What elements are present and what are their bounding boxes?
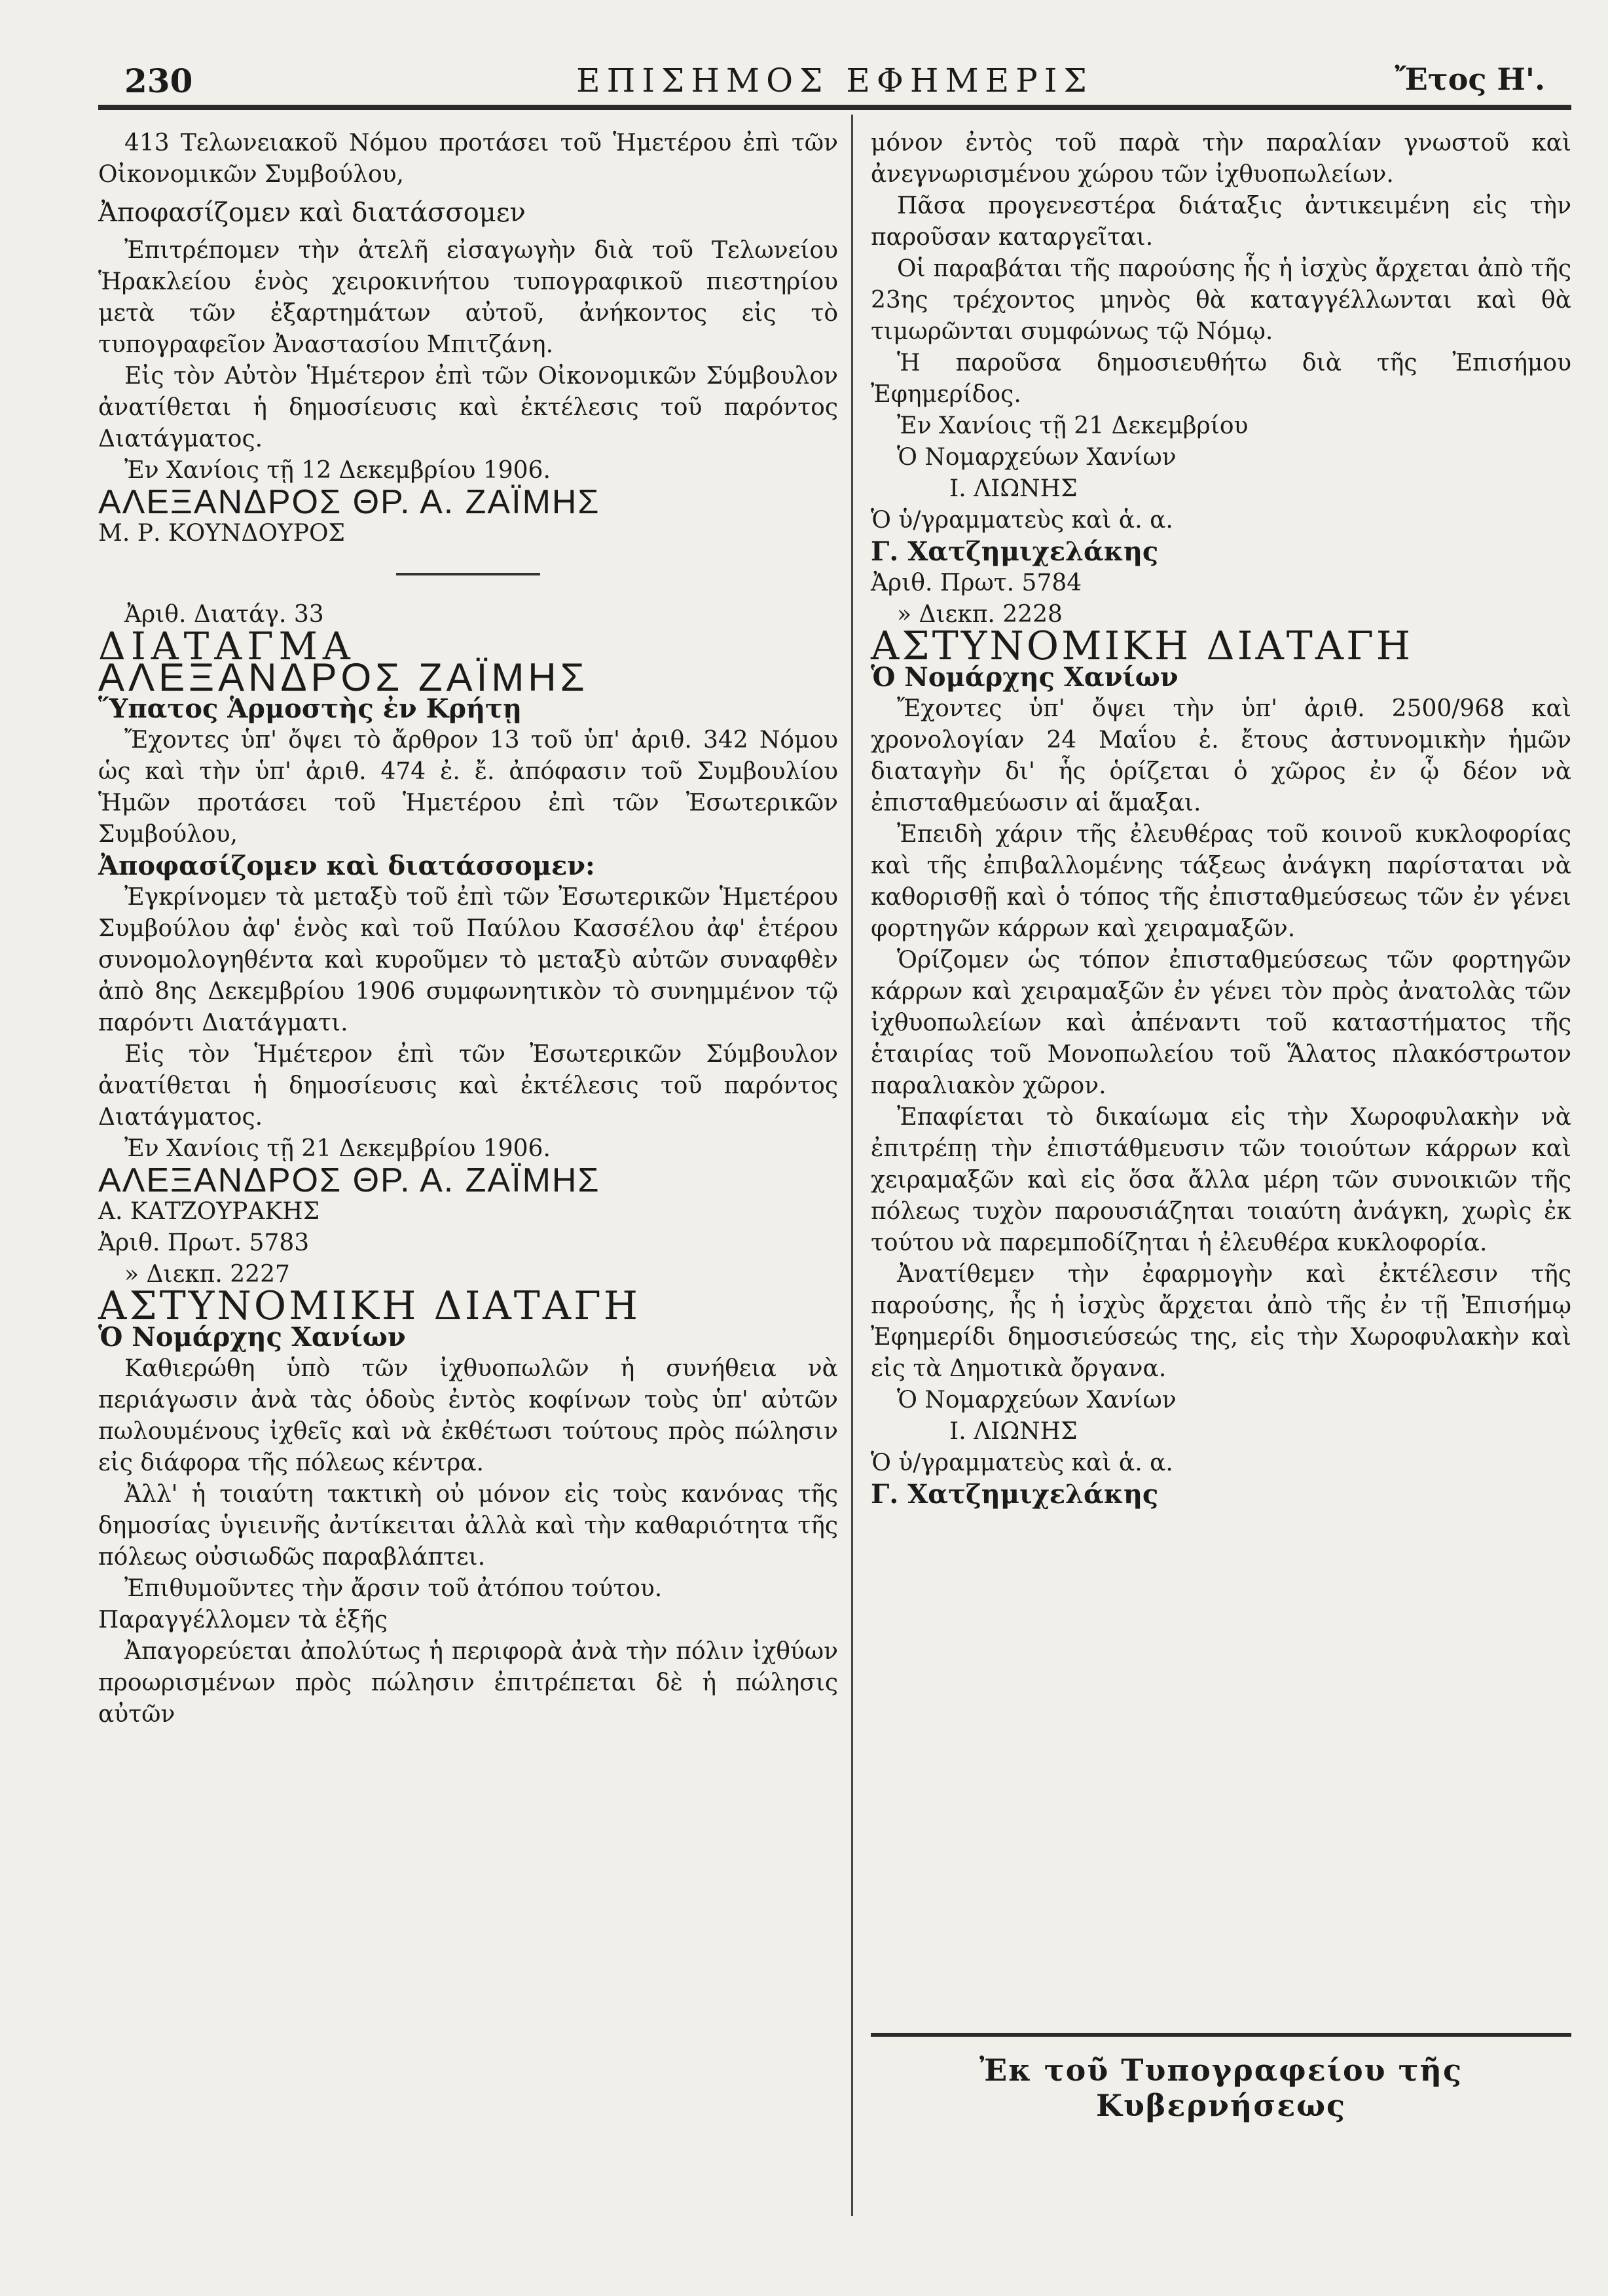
footer-rule (871, 2033, 1571, 2037)
secretary-title: Ὁ ὑ/γραμματεὺς καὶ ἁ. α. (871, 507, 1173, 534)
issuer-name: ΑΛΕΞΑΝΔΡΟΣ ΖΑΪΜΗΣ (98, 655, 589, 699)
year-label: Ἔτος Η'. (1395, 62, 1545, 97)
paragraph: Εἰς τὸν Αὐτὸν Ἡμέτερον ἐπὶ τῶν Οἰκονομικῶν Σύμβουλον ἀνατίθεται ἡ δημοσίευσις καὶ ἐκτέλεσις τοῦ παρόντος Διατάγματος. (98, 363, 838, 452)
police-order-issuer: Ὁ Νομάρχης Χανίων (871, 662, 1179, 693)
issuer-title: Ὕπατος Ἁρμοστὴς ἐν Κρήτῃ (98, 693, 522, 724)
paragraph: Ἀνατίθεμεν τὴν ἐφαρμογὴν καὶ ἐκτέλεσιν τῆς παρούσης, ἧς ἡ ἰσχὺς ἄρχεται ἀπὸ τῆς ἐν τῇ Ἐπισήμῳ Ἐφημερίδι δημοσιεύσεώς της, εἰς τὴν Χωροφυλακὴν καὶ εἰς τὰ Δημοτικὰ ὄργανα. (871, 1261, 1571, 1382)
paragraph: Ἔχοντες ὑπ' ὄψει τὴν ὑπ' ἀριθ. 2500/968 καὶ χρονολογίαν 24 Μαΐου ἐ. ἔτους ἀστυνομικὴν ἡμῶν διαταγὴν δι' ἧς ὁρίζεται ὁ χῶρος ἐν ᾧ δέον νὰ ἐπισταθμεύωσιν αἱ ἅμαξαι. (871, 695, 1571, 816)
paragraph: Ἀπαγορεύεται ἀπολύτως ἡ περιφορὰ ἀνὰ τὴν πόλιν ἰχθύων προωρισμένων πρὸς πώλησιν ἐπιτρέπεται δὲ ἡ πώλησις αὐτῶν (98, 1638, 838, 1728)
paragraph: Εἰς τὸν Ἡμέτερον ἐπὶ τῶν Ἐσωτερικῶν Σύμβουλον ἀνατίθεται ἡ δημοσίευσις καὶ ἐκτέλεσις τοῦ παρόντος Διατάγματος. (98, 1041, 838, 1131)
paragraph: Ἡ παροῦσα δημοσιευθήτω διὰ τῆς Ἐπισήμου Ἐφημερίδος. (871, 350, 1571, 408)
police-order-title: ΑΣΤΥΝΟΜΙΚΗ ΔΙΑΤΑΓΗ (871, 623, 1414, 669)
right-column (871, 128, 1571, 1510)
page-number: 230 (124, 62, 193, 100)
decree-number: Ἀριθ. Διατάγ. 33 (124, 601, 324, 628)
decree-formula: Ἀποφασίζομεν καὶ διατάσσομεν: (98, 850, 595, 881)
paragraph: Οἱ παραβάται τῆς παρούσης ἧς ἡ ἰσχὺς ἄρχεται ἀπὸ τῆς 23ης τρέχοντος μηνὸς θὰ καταγγέλλωνται καὶ θὰ τιμωρῶνται συμφώνως τῷ Νόμῳ. (871, 255, 1571, 345)
order-date: Ἐν Χανίοις τῇ 21 Δεκεμβρίου (897, 412, 1249, 439)
decree-title: ΔΙΑΤΑΓΜΑ (98, 624, 356, 668)
paragraph: 413 Τελωνειακοῦ Νόμου προτάσει τοῦ Ἡμετέρου ἐπὶ τῶν Οἰκονομικῶν Συμβούλου, (98, 130, 838, 188)
police-order-issuer: Ὁ Νομάρχης Χανίων (98, 1322, 406, 1353)
signatory-name: ΑΛΕΞΑΝΔΡΟΣ ΘΡ. Α. ΖΑΪΜΗΣ (98, 483, 600, 521)
paragraph: Ἔχοντες ὑπ' ὄψει τὸ ἄρθρον 13 τοῦ ὑπ' ἀριθ. 342 Νόμου ὡς καὶ τὴν ὑπ' ἀριθ. 474 ἐ. ἔ. ἀπόφασιν τοῦ Συμβουλίου Ἡμῶν προτάσει τοῦ Ἡμετέρου ἐπὶ τῶν Ἐσωτερικῶν Συμβούλου, (98, 727, 838, 848)
paragraph: Ἐπαφίεται τὸ δικαίωμα εἰς τὴν Χωροφυλακὴν νὰ ἐπιτρέπῃ τὴν ἐπιστάθμευσιν τῶν τοιούτων κάρρων καὶ χειραμαξῶν καὶ εἰς ὅσα ἄλλα μέρη τῶν συνοικιῶν τῆς πόλεως τυχὸν παρουσιάζηται τοιαύτη ἀνάγκη, χωρὶς ἐκ τούτου νὰ παρεμποδίζηται ἡ ἐλευθέρα κυκλοφορία. (871, 1104, 1571, 1256)
page-header (98, 60, 1571, 106)
protocol-number: Ἀριθ. Πρωτ. 5784 (871, 570, 1082, 596)
nomarch-name: Ι. ΛΙΩΝΗΣ (949, 475, 1078, 502)
paragraph: μόνον ἐντὸς τοῦ παρὰ τὴν παραλίαν γνωστοῦ καὶ ἀνεγνωρισμένου χώρου τῶν ἰχθυοπωλείων. (871, 130, 1571, 188)
dispatch-number: » Διεκπ. 2227 (124, 1261, 290, 1288)
dispatch-number: » Διεκπ. 2228 (897, 601, 1063, 628)
paragraph: Ἐπειδὴ χάριν τῆς ἐλευθέρας τοῦ κοινοῦ κυκλοφορίας καὶ τῆς ἐπιβαλλομένης τάξεως ἀνάγκη παρίσταται νὰ καθορισθῇ καὶ ὁ τόπος τῆς ἐπισταθμεύσεως τῶν ἐν γένει φορτηγῶν κάρρων καὶ χειραμαξῶν. (871, 821, 1571, 942)
paragraph: Παραγγέλλομεν τὰ ἑξῆς (98, 1607, 388, 1633)
paragraph: Ἐπιθυμοῦντες τὴν ἄρσιν τοῦ ἀτόπου τούτου. (124, 1575, 663, 1602)
section-rule (396, 573, 540, 575)
decree-date: Ἐν Χανίοις τῇ 12 Δεκεμβρίου 1906. (124, 457, 551, 484)
nomarch-title: Ὁ Νομαρχεύων Χανίων (897, 444, 1177, 471)
nomarch-title: Ὁ Νομαρχεύων Χανίων (897, 1387, 1177, 1413)
journal-title: ΕΠΙΣΗΜΟΣ ΕΦΗΜΕΡΙΣ (576, 62, 1093, 100)
police-order-title: ΑΣΤΥΝΟΜΙΚΗ ΔΙΑΤΑΓΗ (98, 1283, 641, 1329)
secretary-name: Γ. Χατζημιχελάκης (871, 536, 1159, 567)
paragraph: Ἀλλ' ἡ τοιαύτη τακτικὴ οὐ μόνον εἰς τοὺς κανόνας τῆς δημοσίας ὑγιεινῆς ἀντίκειται ἀλλὰ καὶ τὴν καθαριότητα τῆς πόλεως οὐσιωδῶς παραβλάπτει. (98, 1481, 838, 1571)
decree-date: Ἐν Χανίοις τῇ 21 Δεκεμβρίου 1906. (124, 1135, 551, 1162)
paragraph: Καθιερώθη ὑπὸ τῶν ἰχθυοπωλῶν ἡ συνήθεια νὰ περιάγωσιν ἀνὰ τὰς ὁδοὺς ἐντὸς κοφίνων τοὺς ὑπ' αὐτῶν πωλουμένους ἰχθεῖς καὶ νὰ ἐκθέτωσι τούτους πρὸς πώλησιν εἰς διάφορα τῆς πόλεως κέντρα. (98, 1355, 838, 1476)
printer-imprint: Ἐκ τοῦ Τυπογραφείου τῆς Κυβερνήσεως (979, 2052, 1463, 2123)
cosignatory-name: Α. ΚΑΤΖΟΥΡΑΚΗΣ (98, 1198, 320, 1225)
decree-formula: Ἀποφασίζομεν καὶ διατάσσομεν (98, 198, 526, 228)
paragraph: Πᾶσα προγενεστέρα διάταξις ἀντικειμένη εἰς τὴν παροῦσαν καταργεῖται. (871, 192, 1571, 251)
secretary-name: Γ. Χατζημιχελάκης (871, 1479, 1159, 1510)
signatory-name: ΑΛΕΞΑΝΔΡΟΣ ΘΡ. Α. ΖΑΪΜΗΣ (98, 1161, 600, 1199)
header-rule (98, 105, 1571, 110)
left-column (98, 128, 838, 1730)
protocol-number: Ἀριθ. Πρωτ. 5783 (98, 1230, 310, 1256)
paragraph: Ὁρίζομεν ὡς τόπον ἐπισταθμεύσεως τῶν φορτηγῶν κάρρων καὶ χειραμαξῶν ἐν γένει τὸν πρὸς ἀνατολὰς τῶν ἰχθυοπωλείων καὶ ἀπέναντι τοῦ καταστήματος τῆς ἑταιρίας τοῦ Μονοπωλείου τοῦ Ἅλατος πλακόστρωτον παραλιακὸν χῶρον. (871, 947, 1571, 1099)
secretary-title: Ὁ ὑ/γραμματεὺς καὶ ἁ. α. (871, 1449, 1173, 1476)
paragraph: Ἐπιτρέπομεν τὴν ἀτελῆ εἰσαγωγὴν διὰ τοῦ Τελωνείου Ἡρακλείου ἑνὸς χειροκινήτου τυπογραφικοῦ πιεστηρίου μετὰ τῶν ἐξαρτημάτων αὐτοῦ, ἀνήκοντος εἰς τὸ τυπογραφεῖον Ἀναστασίου Μπιτζάνη. (98, 237, 838, 358)
paragraph: Ἐγκρίνομεν τὰ μεταξὺ τοῦ ἐπὶ τῶν Ἐσωτερικῶν Ἡμετέρου Συμβούλου ἀφ' ἑνὸς καὶ τοῦ Παύλου Κασσέλου ἀφ' ἑτέρου συνομολογηθέντα καὶ κυροῦμεν τὸ μεταξὺ αὐτῶν συναφθὲν ἀπὸ 8ης Δεκεμβρίου 1906 συμφωνητικὸν τὸ συνημμένον τῷ παρόντι Διατάγματι. (98, 884, 838, 1036)
column-divider (851, 115, 853, 2216)
cosignatory-name: Μ. Ρ. ΚΟΥΝΔΟΥΡΟΣ (98, 520, 345, 547)
nomarch-name: Ι. ΛΙΩΝΗΣ (949, 1418, 1078, 1445)
